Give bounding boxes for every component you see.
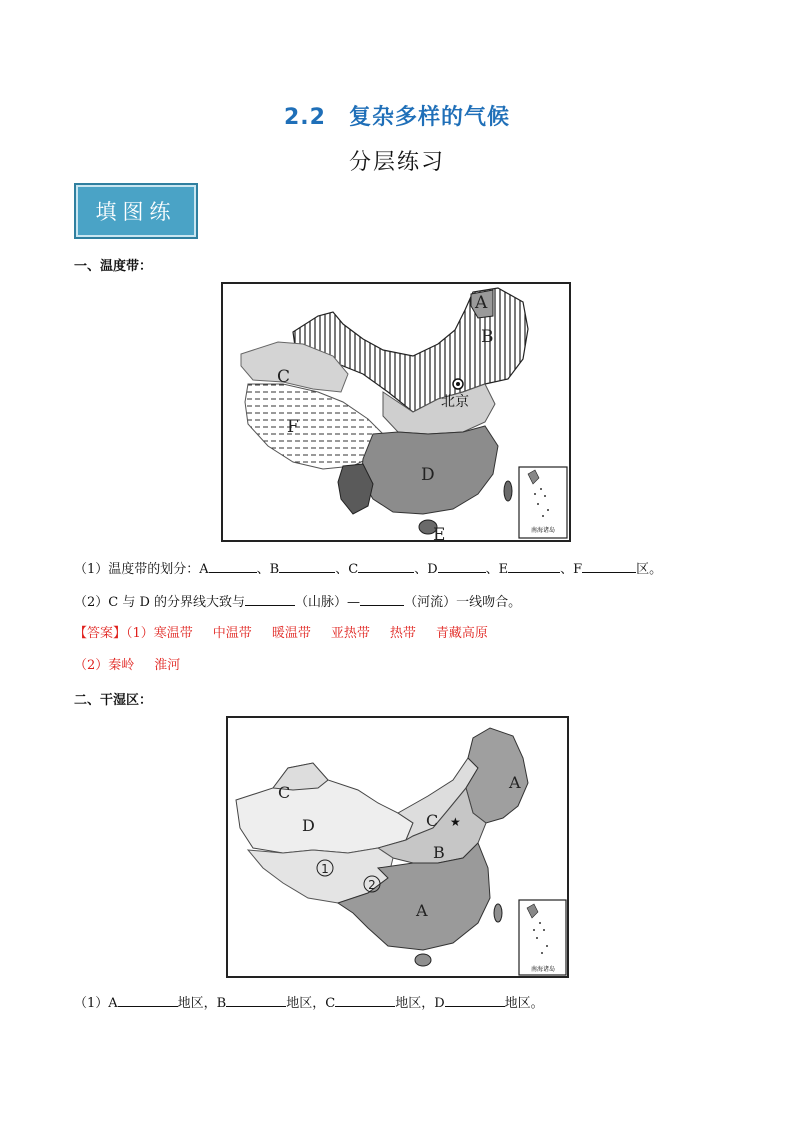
map-label-a: A bbox=[475, 293, 488, 313]
map-label-a-south: A bbox=[416, 901, 428, 920]
section-tag: 填图练 bbox=[74, 183, 198, 239]
answer-blank[interactable] bbox=[438, 560, 486, 573]
answer-blank[interactable] bbox=[226, 994, 286, 1007]
question-1-temperature: （1）温度带的划分：A 、B 、C 、D 、E 、F 区。 bbox=[74, 562, 663, 577]
inset-label: 南海诸岛 bbox=[530, 966, 556, 973]
map-label-b: B bbox=[481, 327, 494, 347]
answer-blank[interactable] bbox=[358, 560, 414, 573]
question-2-temperature: （2）C 与 D 的分界线大致与 （山脉）— （河流）一线吻合。 bbox=[74, 595, 522, 610]
moisture-region-map bbox=[226, 716, 569, 978]
map-label-c-west: C bbox=[278, 783, 291, 802]
question-1-moisture: （1）A 地区，B 地区，C 地区，D 地区。 bbox=[74, 996, 544, 1011]
map-label-c-east: C bbox=[426, 811, 439, 830]
answer-line-2: （2）秦岭 淮河 bbox=[74, 658, 181, 673]
map-label-circle-1: 1 bbox=[321, 862, 329, 876]
answer-blank[interactable] bbox=[209, 560, 257, 573]
answer-line-1: 【答案】（1）寒温带 中温带 暖温带 亚热带 热带 青藏高原 bbox=[74, 626, 488, 641]
temperature-zone-map bbox=[221, 282, 571, 542]
map-label-a-northeast: A bbox=[509, 773, 521, 792]
section-heading-temperature: 一、温度带： bbox=[74, 259, 153, 274]
map-label-circle-2: 2 bbox=[368, 878, 376, 892]
answer-blank[interactable] bbox=[360, 593, 404, 606]
answer-blank[interactable] bbox=[508, 560, 560, 573]
page-title: 2.2 复杂多样的气候 bbox=[284, 105, 510, 130]
answer-blank[interactable] bbox=[335, 994, 395, 1007]
answer-blank[interactable] bbox=[582, 560, 636, 573]
map-label-d: D bbox=[302, 816, 315, 835]
answer-blank[interactable] bbox=[445, 994, 505, 1007]
answer-blank[interactable] bbox=[118, 994, 178, 1007]
map-label-beijing: 北京 bbox=[441, 394, 469, 410]
map-label-d: D bbox=[421, 465, 435, 485]
inset-label: 南海诸岛 bbox=[530, 527, 556, 534]
answer-blank[interactable] bbox=[245, 593, 295, 606]
map-label-c: C bbox=[277, 367, 291, 387]
answer-blank[interactable] bbox=[279, 560, 335, 573]
map-label-b: B bbox=[433, 843, 445, 862]
map-label-f: F bbox=[287, 417, 299, 437]
map-label-e: E bbox=[433, 525, 446, 540]
svg-text:★: ★ bbox=[450, 815, 461, 829]
page-subtitle: 分层练习 bbox=[348, 150, 445, 175]
section-heading-moisture: 二、干湿区： bbox=[74, 693, 153, 708]
